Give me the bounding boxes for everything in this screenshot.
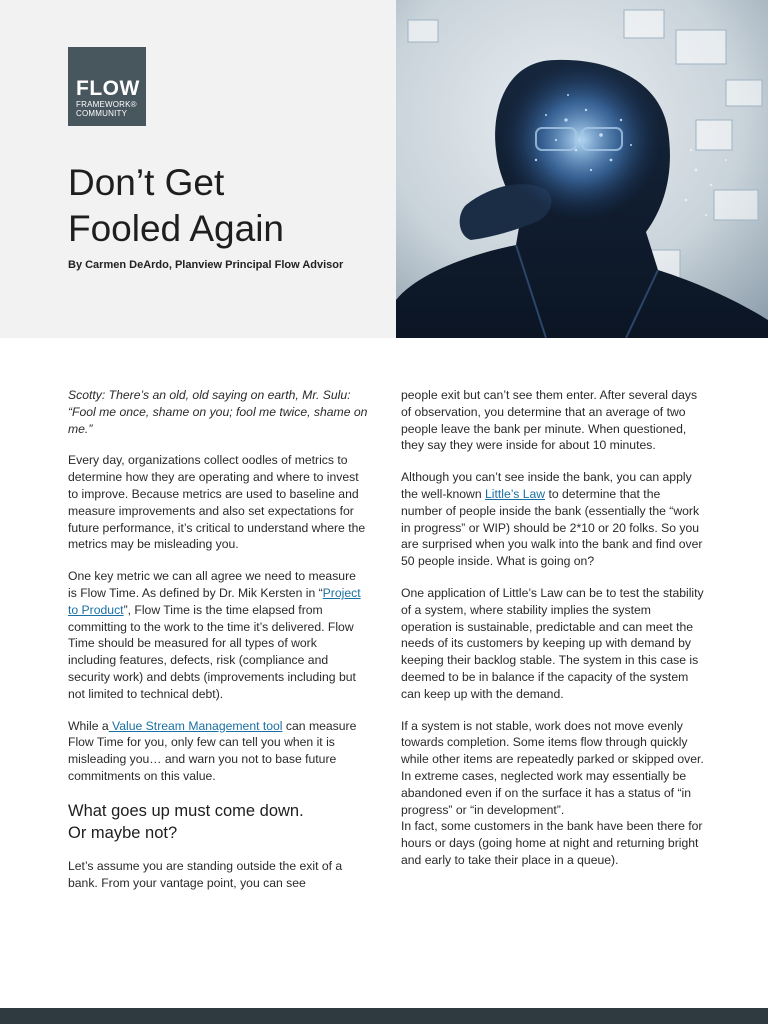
paragraph — [68, 568, 368, 702]
paragraph: If a system is not stable, work does not move evenly towards completion. Some items flow through quickly while other items are repeatedly parked or skipped over. In extreme cases, neglected work may essentially be abandoned even if on the surface it has a status of “in progress” or “in development”. — [401, 718, 704, 817]
article-column-right — [401, 387, 704, 884]
paragraph: In fact, some customers in the bank have been there for hours or days (going home at night and returning bright and early to take their place in a queue). — [401, 819, 703, 867]
title-line-1: Don’t Get — [68, 162, 225, 203]
logo-line-1: FRAMEWORK® — [76, 100, 137, 109]
paragraph: One application of Little’s Law can be to test the stability of a system, where stability implies the system operation is sustainable, predictable and can meet the needs of its customers by keeping up with demand by keeping their backlog stable. The system in this case is deemed to be in balance if the capacity of the system can keep up with the demand. — [401, 585, 704, 701]
title-line-2: Fooled Again — [68, 208, 285, 249]
paragraph-text: can measure Flow Time for you, only few can tell you when it is misleading you… and warn you not to base future commitments on this value. — [68, 718, 357, 783]
value-stream-management-tool-link[interactable]: Value Stream Management tool — [108, 718, 283, 733]
paragraph-text: to determine that the number of people inside the bank (essentially the “work in progress” or WIP) should be 2*10 or 20 folks. So you are surprised when you walk into the bank and find over 50 people inside. What is going on? — [401, 486, 703, 569]
flow-framework-logo — [68, 47, 146, 126]
logo-wordmark: FLOW — [76, 77, 140, 100]
paragraph-text: One key metric we can all agree we need to measure is Flow Time. As defined by Dr. Mik Kersten in “ — [68, 569, 356, 600]
heading-line-1: What goes up must come down. — [68, 801, 304, 820]
byline: By Carmen DeArdo, Planview Principal Flow Advisor — [68, 259, 344, 271]
paragraph-text: Although you can’t see inside the bank, you can apply the well-known — [401, 470, 692, 501]
footer-bar — [0, 1008, 768, 1024]
littles-law-link[interactable]: Little’s Law — [485, 486, 546, 501]
page-title — [68, 160, 388, 252]
article-column-left — [68, 387, 368, 906]
opening-quote: Scotty: There’s an old, old saying on earth, Mr. Sulu: “Fool me once, shame on you; fool me twice, shame on me.” — [68, 388, 368, 436]
paragraph-text: While a — [68, 718, 109, 733]
project-to-product-link[interactable]: Project to Product — [68, 585, 361, 617]
paragraph — [68, 718, 368, 785]
heading-line-2: Or maybe not? — [68, 823, 178, 842]
paragraph: Every day, organizations collect oodles of metrics to determine how they are operating and where to invest to improve. Because metrics are used to baseline and measure improvements and also set expectations for future performance, it’s critical to understand where the metrics may be misleading you. — [68, 453, 366, 552]
paragraph: people exit but can’t see them enter. After several days of observation, you determine that an average of two people leave the bank per minute. When questioned, they say they were inside for about 10 minutes. — [401, 388, 698, 453]
section-heading — [68, 800, 368, 844]
hero-image — [396, 0, 768, 338]
paragraph-text: ”, Flow Time is the time elapsed from committing to the work to the time it’s delivered. Flow Time should be measured for all types of work including features, defects, risk (compliance and security work) and debts (improvements including but not limited to technical debt). — [68, 602, 356, 701]
hero-person-hologram-illustration — [396, 0, 768, 338]
header-banner — [0, 0, 768, 338]
paragraph: Let’s assume you are standing outside the exit of a bank. From your vantage point, you can see — [68, 858, 343, 890]
logo-line-2: COMMUNITY — [76, 109, 128, 118]
paragraph — [401, 469, 704, 570]
